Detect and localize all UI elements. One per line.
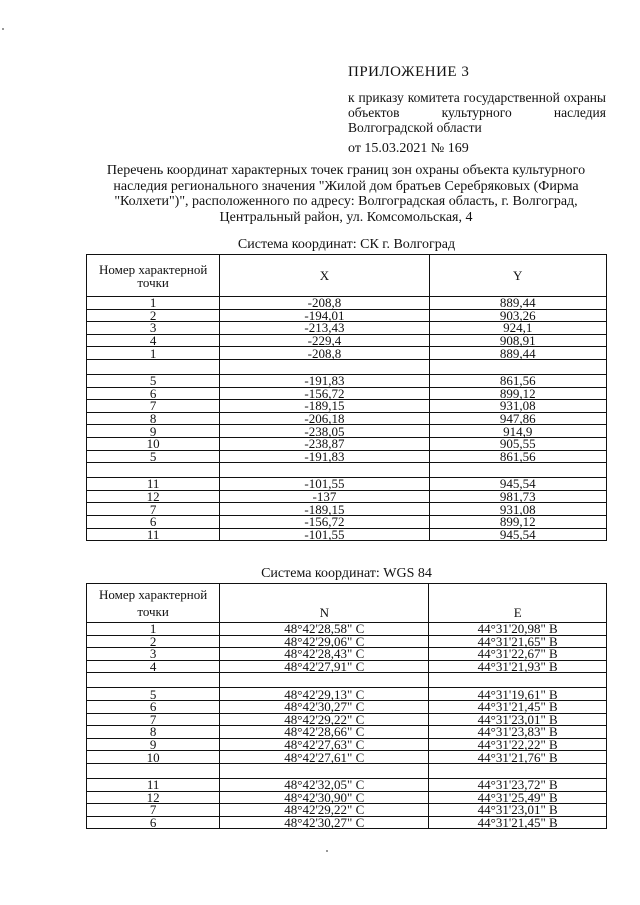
coord-cell-1: -238,05 — [220, 425, 429, 438]
table-sk-header-y: Y — [429, 255, 607, 297]
coord-cell-2: 945,54 — [429, 478, 607, 491]
coord-cell-1: -213,43 — [220, 322, 429, 335]
point-number-cell: 5 — [87, 450, 220, 463]
point-number-cell: 7 — [87, 713, 220, 726]
coord-cell-2: 44°31'25,49" В — [429, 791, 607, 804]
coord-cell-1: 48°42'28,43" С — [220, 648, 429, 661]
point-number-cell: 8 — [87, 412, 220, 425]
table-wgs-body — [87, 623, 607, 829]
point-number-cell: 1 — [87, 623, 220, 636]
point-number-cell: 2 — [87, 635, 220, 648]
point-number-cell: 5 — [87, 374, 220, 387]
appendix-title: ПРИЛОЖЕНИЕ 3 — [348, 64, 470, 80]
table-wgs-header-n: N — [220, 584, 429, 623]
point-number-cell: 3 — [87, 322, 220, 335]
point-number-cell: 1 — [87, 347, 220, 360]
table-row — [87, 816, 607, 829]
coord-cell-1: 48°42'28,58" С — [220, 623, 429, 636]
coord-cell-1: -156,72 — [220, 515, 429, 528]
coord-cell-2: 908,91 — [429, 334, 607, 347]
point-number-cell: 9 — [87, 738, 220, 751]
empty-cell — [220, 763, 429, 778]
table-wgs-header-e: E — [429, 584, 607, 623]
coord-cell-1: -191,83 — [220, 374, 429, 387]
table-row — [87, 490, 607, 503]
point-number-cell: 9 — [87, 425, 220, 438]
coord-cell-2: 44°31'21,45" В — [429, 816, 607, 829]
coord-cell-1: -101,55 — [220, 478, 429, 491]
point-number-cell: 10 — [87, 751, 220, 764]
coord-cell-2: 44°31'19,61" В — [429, 688, 607, 701]
coord-cell-2: 44°31'23,01" В — [429, 713, 607, 726]
empty-cell — [87, 763, 220, 778]
point-number-cell: 10 — [87, 437, 220, 450]
point-number-cell: 7 — [87, 503, 220, 516]
table-row — [87, 347, 607, 360]
coord-cell-1: -238,87 — [220, 437, 429, 450]
coord-cell-2: 981,73 — [429, 490, 607, 503]
coord-cell-1: 48°42'27,61" С — [220, 751, 429, 764]
coord-cell-1: 48°42'27,63" С — [220, 738, 429, 751]
coord-cell-1: -229,4 — [220, 334, 429, 347]
coord-cell-1: -189,15 — [220, 503, 429, 516]
coord-cell-2: 44°31'21,45" В — [429, 700, 607, 713]
coord-cell-2: 889,44 — [429, 297, 607, 310]
empty-cell — [87, 463, 220, 478]
table-group-separator — [87, 763, 607, 778]
coord-cell-1: 48°42'30,90" С — [220, 791, 429, 804]
coord-cell-1: 48°42'29,22" С — [220, 713, 429, 726]
coord-cell-1: 48°42'29,13" С — [220, 688, 429, 701]
coord-cell-2: 861,56 — [429, 374, 607, 387]
table-sk — [86, 254, 607, 541]
table-group-separator — [87, 359, 607, 374]
table-sk-header-x: X — [220, 255, 429, 297]
point-number-cell: 11 — [87, 478, 220, 491]
empty-cell — [87, 359, 220, 374]
coord-cell-1: -191,83 — [220, 450, 429, 463]
table-sk-body — [87, 297, 607, 541]
empty-cell — [87, 673, 220, 688]
table-sk-header-row — [87, 255, 607, 297]
table-row — [87, 528, 607, 541]
coord-cell-2: 44°31'23,72" В — [429, 778, 607, 791]
coord-cell-2: 44°31'21,65" В — [429, 635, 607, 648]
empty-cell — [220, 673, 429, 688]
empty-cell — [220, 463, 429, 478]
table-wgs-header-num: Номер характерной точки — [87, 584, 220, 623]
coord-cell-1: -208,8 — [220, 347, 429, 360]
coord-cell-1: 48°42'27,91" С — [220, 660, 429, 673]
coord-cell-2: 924,1 — [429, 322, 607, 335]
point-number-cell: 7 — [87, 804, 220, 817]
coord-cell-1: -101,55 — [220, 528, 429, 541]
appendix-body: к приказу комитета государственной охраны объектов культурного наследия Волгоградской области — [348, 90, 606, 135]
coord-cell-1: -206,18 — [220, 412, 429, 425]
point-number-cell: 8 — [87, 726, 220, 739]
coord-cell-2: 44°31'23,01" В — [429, 804, 607, 817]
table-row — [87, 450, 607, 463]
coord-cell-1: 48°42'28,66" С — [220, 726, 429, 739]
table-row — [87, 334, 607, 347]
point-number-cell: 6 — [87, 515, 220, 528]
coord-cell-2: 899,12 — [429, 515, 607, 528]
empty-cell — [220, 359, 429, 374]
coord-cell-2: 905,55 — [429, 437, 607, 450]
table-row — [87, 412, 607, 425]
point-number-cell: 3 — [87, 648, 220, 661]
point-number-cell: 7 — [87, 400, 220, 413]
coord-cell-1: 48°42'30,27" С — [220, 816, 429, 829]
coord-cell-2: 44°31'21,76" В — [429, 751, 607, 764]
empty-cell — [429, 673, 607, 688]
point-number-cell: 12 — [87, 490, 220, 503]
coord-cell-2: 889,44 — [429, 347, 607, 360]
coord-cell-2: 44°31'22,67" В — [429, 648, 607, 661]
coord-cell-2: 899,12 — [429, 387, 607, 400]
table-sk-header-num: Номер характерной точки — [87, 255, 220, 297]
coord-cell-2: 945,54 — [429, 528, 607, 541]
table-row — [87, 660, 607, 673]
coord-cell-2: 44°31'23,83" В — [429, 726, 607, 739]
coord-cell-1: -137 — [220, 490, 429, 503]
table-row — [87, 738, 607, 751]
coord-cell-2: 903,26 — [429, 309, 607, 322]
table-wgs-header-row — [87, 584, 607, 623]
point-number-cell: 11 — [87, 778, 220, 791]
point-number-cell: 4 — [87, 334, 220, 347]
table-row — [87, 751, 607, 764]
coord-cell-2: 914,9 — [429, 425, 607, 438]
coord-cell-2: 44°31'20,98" В — [429, 623, 607, 636]
coord-cell-1: 48°42'29,06" С — [220, 635, 429, 648]
coord-cell-2: 44°31'22,22" В — [429, 738, 607, 751]
scan-edge-mark — [2, 28, 4, 30]
point-number-cell: 6 — [87, 700, 220, 713]
point-number-cell: 1 — [87, 297, 220, 310]
table-group-separator — [87, 463, 607, 478]
coord-cell-2: 861,56 — [429, 450, 607, 463]
footer-dot — [326, 850, 328, 852]
coord-cell-2: 931,08 — [429, 400, 607, 413]
coord-cell-1: -208,8 — [220, 297, 429, 310]
coord-cell-1: -156,72 — [220, 387, 429, 400]
appendix-date: от 15.03.2021 № 169 — [348, 141, 469, 156]
coord-cell-2: 947,86 — [429, 412, 607, 425]
empty-cell — [429, 463, 607, 478]
coord-cell-1: -189,15 — [220, 400, 429, 413]
table-wgs — [86, 583, 607, 829]
point-number-cell: 2 — [87, 309, 220, 322]
point-number-cell: 11 — [87, 528, 220, 541]
point-number-cell: 4 — [87, 660, 220, 673]
coord-cell-2: 44°31'21,93" В — [429, 660, 607, 673]
table-group-separator — [87, 673, 607, 688]
table-sk-caption: Система координат: СК г. Волгоград — [237, 237, 456, 252]
point-number-cell: 5 — [87, 688, 220, 701]
table-wgs-caption: Система координат: WGS 84 — [261, 566, 432, 581]
coord-cell-1: 48°42'29,22" С — [220, 804, 429, 817]
point-number-cell: 6 — [87, 387, 220, 400]
document-title: Перечень координат характерных точек границ зон охраны объекта культурного наследия регионального значения "Жилой дом братьев Серебряковых (Фирма "Колхети")", расположенного по адресу: Волгоградская область, г. Волгоград, Центральный район, ул. Комсомольская, 4 — [106, 163, 586, 225]
coord-cell-1: 48°42'32,05" С — [220, 778, 429, 791]
coord-cell-1: -194,01 — [220, 309, 429, 322]
point-number-cell: 12 — [87, 791, 220, 804]
empty-cell — [429, 359, 607, 374]
point-number-cell: 6 — [87, 816, 220, 829]
coord-cell-2: 931,08 — [429, 503, 607, 516]
empty-cell — [429, 763, 607, 778]
coord-cell-1: 48°42'30,27" С — [220, 700, 429, 713]
